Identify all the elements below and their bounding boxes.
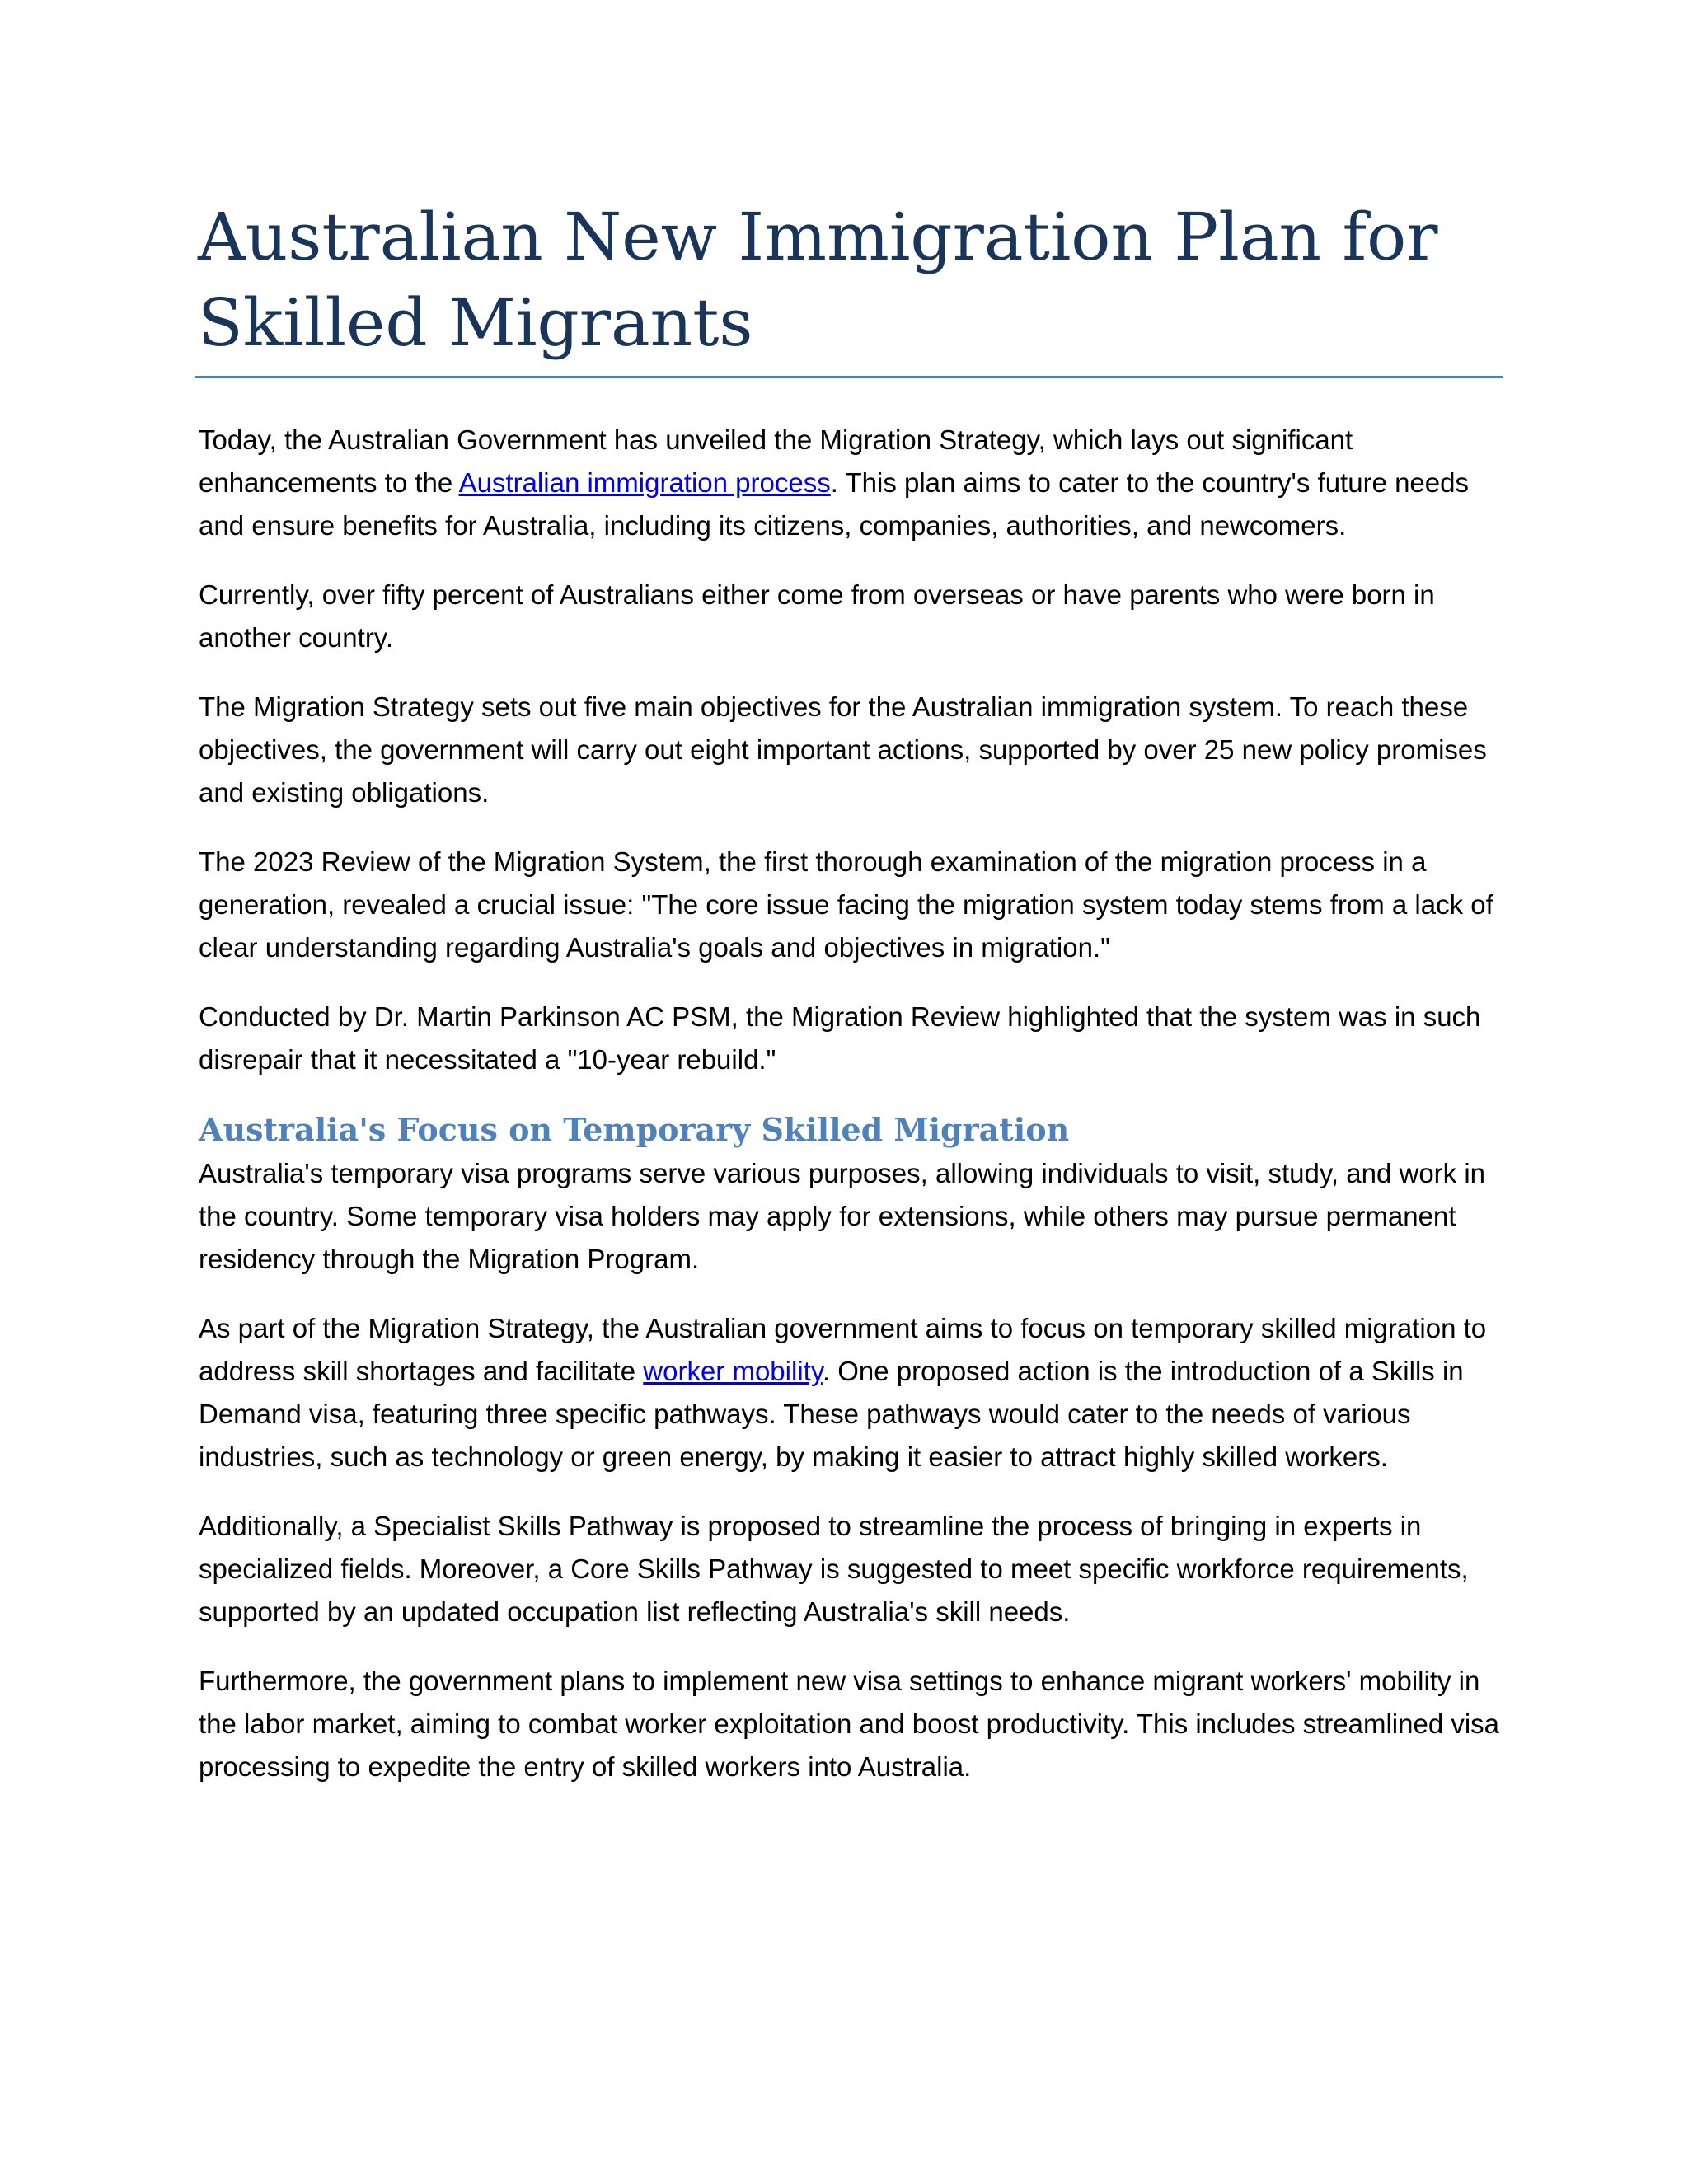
paragraph-intro-4: The 2023 Review of the Migration System, the first thorough examination of the migration process in a generation, revealed a crucial issue: "The core issue facing the migration system today stems from a lack of clear understanding regarding Australia's goals and objectives in migration."	[199, 846, 1493, 963]
section-paragraph-3: Additionally, a Specialist Skills Pathway is proposed to streamline the process of bringing in experts in specialized fields. Moreover, a Core Skills Pathway is suggested to meet specific workforce requirements, supported by an updated occupation list reflecting Australia's skill needs.	[199, 1511, 1469, 1627]
section-paragraph-4: Furthermore, the government plans to implement new visa settings to enhance migrant workers' mobility in the labor market, aiming to combat worker exploitation and boost productivity. This includes streamlined visa processing to expedite the entry of skilled workers into Australia.	[199, 1666, 1500, 1782]
document-title: Australian New Immigration Plan for Skilled Migrants	[198, 199, 1438, 361]
paragraph-intro-5: Conducted by Dr. Martin Parkinson AC PSM, the Migration Review highlighted that the system was in such disrepair that it necessitated a "10-year rebuild."	[199, 1001, 1481, 1075]
paragraph-text: . One proposed action is the introduction of a Skills in Demand visa, featuring three specific pathways. These pathways would cater to the needs of various industries, such as technology or green energy, by making it easier to attract highly skilled workers.	[199, 1356, 1464, 1472]
paragraph-intro-1	[199, 419, 1501, 547]
title-underline-divider	[195, 376, 1503, 378]
paragraph-text: As part of the Migration Strategy, the Australian government aims to focus on temporary skilled migration to address skill shortages and facilitate	[199, 1313, 1487, 1386]
section-paragraph-2	[199, 1307, 1501, 1479]
paragraph-intro-2: Currently, over fifty percent of Australians either come from overseas or have parents who were born in another country.	[199, 579, 1435, 653]
document-body	[199, 419, 1501, 1815]
paragraph-text: . This plan aims to cater to the country's future needs and ensure benefits for Australia, including its citizens, companies, authorities, and newcomers.	[199, 467, 1469, 541]
title-block	[198, 194, 1500, 366]
link-worker-mobility[interactable]: worker mobility	[643, 1356, 823, 1386]
paragraph-intro-3: The Migration Strategy sets out five main objectives for the Australian immigration system. To reach these objectives, the government will carry out eight important actions, supported by over 25 new policy promises and existing obligations.	[199, 691, 1487, 808]
paragraph-text: Today, the Australian Government has unveiled the Migration Strategy, which lays out significant enhancements to the	[199, 424, 1353, 498]
link-australian-immigration-process[interactable]: Australian immigration process	[458, 467, 831, 498]
section-paragraph-1: Australia's temporary visa programs serve various purposes, allowing individuals to visit, study, and work in the country. Some temporary visa holders may apply for extensions, while others may pursue permanent residency through the Migration Program.	[199, 1158, 1486, 1274]
section-heading: Australia's Focus on Temporary Skilled Migration	[199, 1111, 1070, 1148]
